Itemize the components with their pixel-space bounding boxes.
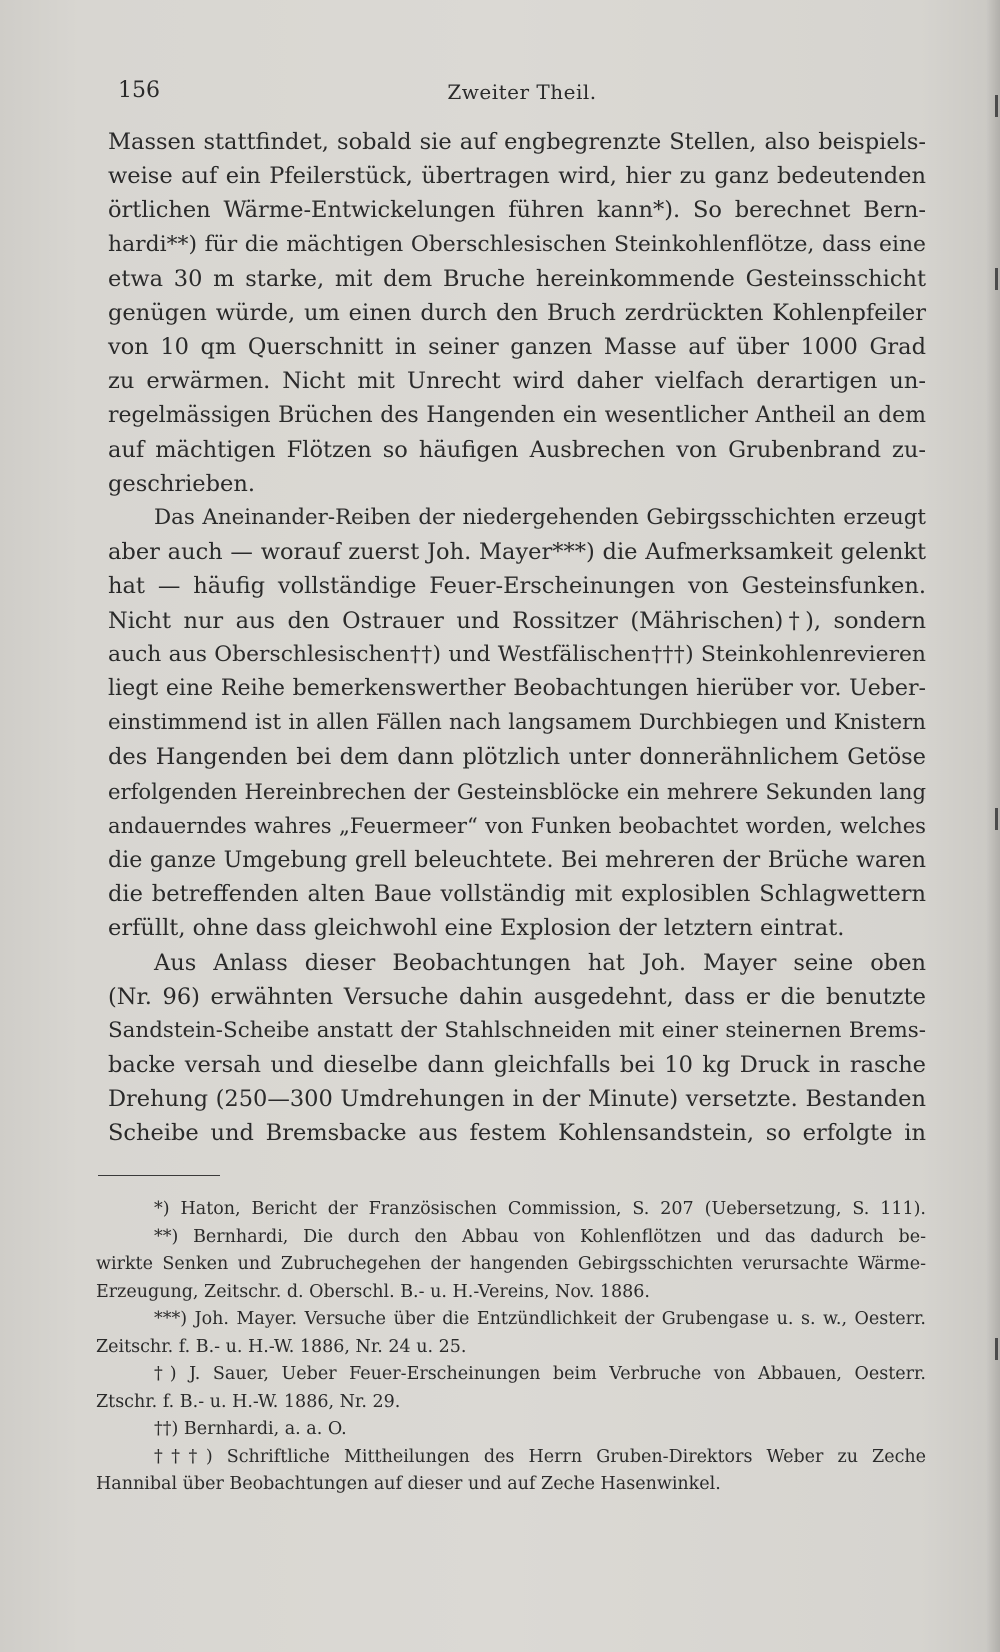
footnote-line: wirkte Senken und Zubruchegehen der hangenden Gebirgsschichten verursachte Wärme- <box>96 1254 926 1274</box>
running-title: Zweiter Theil. <box>447 80 597 104</box>
footnote-line: Hannibal über Beobachtungen auf dieser und auf Zeche Hasenwinkel. <box>96 1474 721 1494</box>
body-line: Sandstein-Scheibe anstatt der Stahlschneiden mit einer steinernen Brems- <box>108 1017 926 1043</box>
body-line: aber auch — worauf zuerst Joh. Mayer***) die Aufmerksamkeit gelenkt <box>108 539 926 566</box>
footnote-line: †††) Schriftliche Mittheilungen des Herrn Gruben-Direktors Weber zu Zeche <box>154 1446 926 1467</box>
body-line: hat — häufig vollständige Feuer-Erscheinungen von Gesteinsfunken. <box>108 573 926 600</box>
body-line: die ganze Umgebung grell beleuchtete. Bei mehreren der Brüche waren <box>108 846 926 873</box>
body-line: Das Aneinander-Reiben der niedergehenden Gebirgsschichten erzeugt <box>154 505 926 531</box>
body-line: Aus Anlass dieser Beobachtungen hat Joh. Mayer seine oben <box>154 949 926 976</box>
body-line: backe versah und dieselbe dann gleichfalls bei 10 kg Druck in rasche <box>108 1052 926 1079</box>
body-line: hardi**) für die mächtigen Oberschlesischen Steinkohlenflötze, dass eine <box>108 231 926 257</box>
running-head <box>118 78 926 108</box>
body-line: Nicht nur aus den Ostrauer und Rossitzer (Mährischen)†), sondern <box>108 607 926 634</box>
body-line: andauerndes wahres „Feuermeer“ von Funken beobachtet worden, welches <box>108 812 926 838</box>
footnote-line: Zeitschr. f. B.- u. H.-W. 1886, Nr. 24 u. 25. <box>96 1336 467 1357</box>
body-line: Drehung (250—300 Umdrehungen in der Minute) versetzte. Bestanden <box>108 1086 926 1113</box>
body-line: weise auf ein Pfeilerstück, übertragen wird, hier zu ganz bedeutenden <box>108 163 926 190</box>
body-line: regelmässigen Brüchen des Hangenden ein wesentlicher Antheil an dem <box>108 402 926 428</box>
page-number: 156 <box>118 78 160 103</box>
footnote-line: *) Haton, Bericht der Französischen Commission, S. 207 (Uebersetzung, S. 111). <box>154 1199 926 1219</box>
body-line: örtlichen Wärme-Entwickelungen führen kann*). So berechnet Bern- <box>108 197 926 224</box>
body-line: liegt eine Reihe bemerkenswerther Beobachtungen hierüber vor. Ueber- <box>108 676 926 701</box>
margin-mark <box>995 808 998 830</box>
footnote-line: †) J. Sauer, Ueber Feuer-Erscheinungen beim Verbruche von Abbauen, Oesterr. <box>154 1364 926 1384</box>
body-line: (Nr. 96) erwähnten Versuche dahin ausgedehnt, dass er die benutzte <box>108 983 926 1010</box>
footnotes <box>96 1196 926 1499</box>
footnote-line: Ztschr. f. B.- u. H.-W. 1886, Nr. 29. <box>96 1391 401 1412</box>
footnote-line: ††) Bernhardi, a. a. O. <box>154 1419 347 1439</box>
body-text <box>108 125 926 1151</box>
body-line: genügen würde, um einen durch den Bruch zerdrückten Kohlenpfeiler <box>108 299 926 326</box>
margin-mark <box>995 95 998 117</box>
body-line: erfüllt, ohne dass gleichwohl eine Explosion der letztern eintrat. <box>108 915 845 942</box>
body-line: auch aus Oberschlesischen††) und Westfälischen†††) Steinkohlenrevieren <box>108 641 926 667</box>
footnote-line: ***) Joh. Mayer. Versuche über die Entzündlichkeit der Grubengase u. s. w., Oesterr. <box>154 1309 926 1329</box>
margin-mark <box>995 1338 998 1360</box>
footnote-line: **) Bernhardi, Die durch den Abbau von Kohlenflötzen und das dadurch be- <box>154 1226 926 1247</box>
body-line: die betreffenden alten Baue vollständig mit explosiblen Schlagwettern <box>108 881 926 908</box>
footnote-rule <box>98 1175 220 1176</box>
footnote-line: Erzeugung, Zeitschr. d. Oberschl. B.- u. H.-Vereins, Nov. 1886. <box>96 1281 650 1302</box>
body-line: geschrieben. <box>108 470 255 497</box>
body-line: des Hangenden bei dem dann plötzlich unter donnerähnlichem Getöse <box>108 744 926 771</box>
body-line: etwa 30 m starke, mit dem Bruche hereinkommende Gesteinsschicht <box>108 265 926 292</box>
margin-mark <box>995 268 998 290</box>
body-line: zu erwärmen. Nicht mit Unrecht wird daher vielfach derartigen un- <box>108 368 926 395</box>
body-line: auf mächtigen Flötzen so häufigen Ausbrechen von Grubenbrand zu- <box>108 436 926 463</box>
body-line: erfolgenden Hereinbrechen der Gesteinsblöcke ein mehrere Sekunden lang <box>108 778 926 804</box>
body-line: von 10 qm Querschnitt in seiner ganzen Masse auf über 1000 Grad <box>108 334 926 361</box>
body-line: einstimmend ist in allen Fällen nach langsamem Durchbiegen und Knistern <box>108 710 926 736</box>
body-line: Scheibe und Bremsbacke aus festem Kohlensandstein, so erfolgte in <box>108 1120 926 1147</box>
body-line: Massen stattfindet, sobald sie auf engbegrenzte Stellen, also beispiels- <box>108 129 926 155</box>
